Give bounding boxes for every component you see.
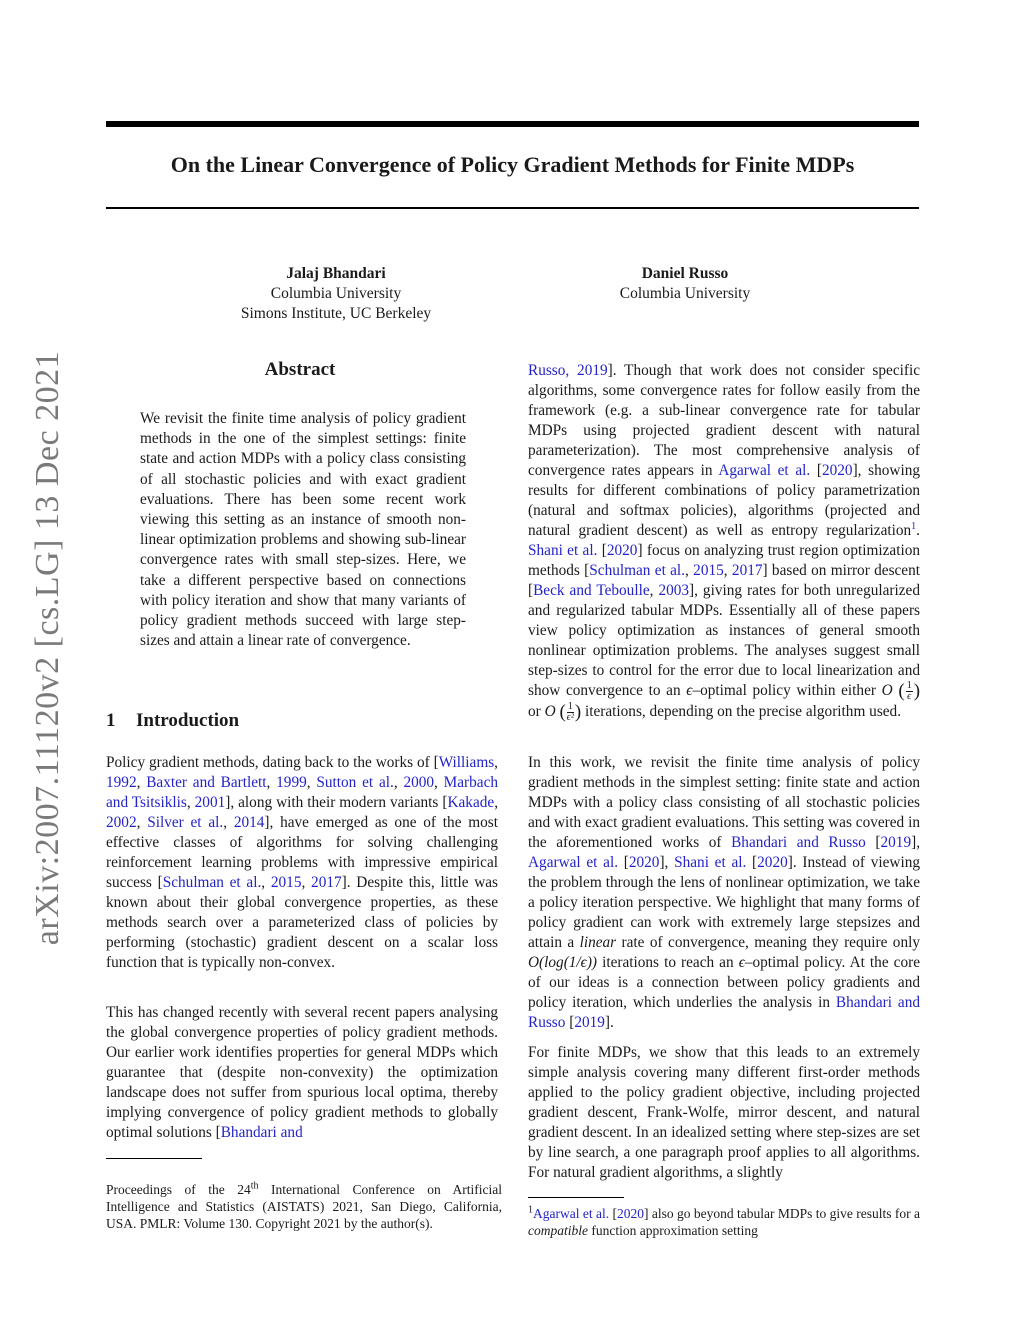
citation-link[interactable]: 2020 bbox=[628, 854, 660, 871]
math-fraction: $\frac{1}{\epsilon}$ bbox=[906, 680, 912, 702]
citation-link[interactable]: 2014 bbox=[233, 814, 265, 831]
abstract-heading: Abstract bbox=[264, 359, 336, 380]
abstract-text: We revisit the finite time analysis of policy gradient methods in the one of the simplest settings: finite state and action MDPs with a policy class consisting of all stochastic policies and with exact gradient evaluations. There has been some recent work viewing this setting as an instance of smooth non-linear optimization problems and showing sub-linear convergence rates with small step-sizes. Here, we take a different perspective based on connections with policy iteration and show that many variants of policy gradient methods succeed with large step-sizes and attain a linear rate of convergence. bbox=[140, 410, 466, 650]
footnote-rule bbox=[106, 1158, 202, 1159]
footnote-number: 1 bbox=[528, 1204, 533, 1216]
section-number: 1 bbox=[106, 710, 116, 731]
citation-link[interactable]: 2019 bbox=[574, 1014, 605, 1031]
citation-link[interactable]: 2000 bbox=[403, 774, 435, 791]
right-paragraph-1: Russo, 2019]. Though that work does not consider specific algorithms, some convergence rates for follow easily from the framework (e.g. a sub-linear convergence rate for tabular MDPs using projected gradient descent with natural parameterization). The most comprehensive analysis of convergence rates appears in Agarwal et al. [2020], showing results for different combinations of policy parametrization (natural and softmax policies), algorithms (projected and natural gradient descent) as well as entropy regularization$^1$. Shani et al. [2020] focus on analyzing trust region optimization methods [Schulman et al., 2015, 2017] based on mirror descent [Beck and Teboulle, 2003], giving rates for both unregularized and regularized tabular MDPs. Essentially all of these papers view policy optimization as instances of general smooth nonlinear optimization problems. The analyses suggest small step-sizes to control for the error due to local linearization and show convergence to an ϵ–optimal policy within either O ( $\frac{1}{\epsilon}$ ) or O ( $\frac{1}{\text{ϵ²}}$ ) iterations, depending on the precise algorithm used. bbox=[528, 362, 921, 723]
title-bottom-rule bbox=[106, 207, 919, 209]
citation-link[interactable]: Sutton et al. bbox=[316, 774, 394, 791]
citation-link[interactable]: 2015 bbox=[270, 874, 302, 891]
proceedings-footnote: Proceedings of the 24th International Conference on Artificial Intelligence and Statistics (AISTATS) 2021, San Diego, California, USA. PMLR: Volume 130. Copyright 2021 by the author(s). bbox=[106, 1180, 502, 1231]
citation-link[interactable]: 2017 bbox=[311, 874, 342, 891]
author-name: Jalaj Bhandari bbox=[286, 265, 386, 282]
citation-link[interactable]: 2020 bbox=[617, 1206, 644, 1221]
citation-link[interactable]: 2020 bbox=[757, 854, 788, 871]
intro-paragraph-2: This has changed recently with several recent papers analysing the global convergence properties of policy gradient methods. Our earlier work identifies properties for general MDPs which guarantee that (despite non-convexity) the optimization landscape does not suffer from spurious local optima, thereby implying convergence of policy gradient methods to globally optimal solutions [Bhandari and bbox=[106, 1004, 498, 1141]
citation-link[interactable]: 1992 bbox=[106, 774, 137, 791]
title-top-rule bbox=[106, 121, 919, 127]
citation-link[interactable]: Schulman et al. bbox=[589, 562, 686, 579]
citation-link[interactable]: Shani et al. bbox=[528, 542, 598, 559]
math-big-o: O bbox=[544, 703, 556, 721]
citation-link[interactable]: 2020 bbox=[606, 542, 638, 559]
author-block-1 bbox=[186, 264, 486, 324]
citation-link[interactable]: Baxter and Bartlett bbox=[146, 774, 267, 791]
citation-link[interactable]: Marbach and Tsitsiklis bbox=[106, 774, 499, 811]
citation-link[interactable]: 2003 bbox=[658, 582, 690, 599]
emphasis: linear bbox=[579, 934, 617, 951]
math-big-o: O bbox=[881, 682, 893, 700]
footnote-rule bbox=[528, 1197, 624, 1198]
section-heading bbox=[106, 710, 239, 732]
author-block-2 bbox=[545, 264, 825, 304]
citation-link[interactable]: 2020 bbox=[821, 462, 853, 479]
citation-link[interactable]: 2015 bbox=[693, 562, 724, 579]
emphasis: compatible bbox=[528, 1223, 588, 1238]
citation-link[interactable]: Russo, 2019 bbox=[528, 362, 608, 379]
citation-link[interactable]: Silver et al. bbox=[147, 814, 224, 831]
author-affiliation: Columbia University bbox=[270, 285, 402, 302]
citation-link[interactable]: Shani et al. bbox=[674, 854, 747, 871]
right-paragraph-2: In this work, we revisit the finite time analysis of policy gradient methods in the simplest setting: finite state and action MDPs with a policy class consisting of all stochastic policies and with exact gradient evaluations. This setting was covered in the aforementioned works of Bhandari and Russo [2019], Agarwal et al. [2020], Shani et al. [2020]. Instead of viewing the problem through the lens of nonlinear optimization, we take a policy iteration perspective. We highlight that many forms of policy gradient can work with extremely large stepsizes and attain a linear rate of convergence, meaning they require only O(log(1/ϵ)) iterations to reach an ϵ–optimal policy. At the core of our ideas is a connection between policy gradients and policy iteration, which underlies the analysis in Bhandari and Russo [2019]. bbox=[528, 754, 921, 1031]
citation-link[interactable]: 2001 bbox=[194, 794, 226, 811]
citation-link[interactable]: Agarwal et al. bbox=[533, 1206, 610, 1221]
author-affiliation: Simons Institute, UC Berkeley bbox=[240, 305, 432, 322]
citation-link[interactable]: Schulman et al. bbox=[162, 874, 262, 891]
citation-link[interactable]: Williams bbox=[438, 754, 495, 771]
author-affiliation: Columbia University bbox=[619, 285, 751, 302]
citation-link[interactable]: 2019 bbox=[880, 834, 912, 851]
right-paragraph-3: For finite MDPs, we show that this leads to an extremely simple analysis covering many different first-order methods applied to the policy gradient objective, including projected gradient descent, Frank-Wolfe, mirror descent, and natural gradient descent. In an idealized setting where step-sizes are set by line search, a one paragraph proof applies to all algorithms. For natural gradient algorithms, a slightly bbox=[528, 1044, 920, 1181]
citation-link[interactable]: Agarwal et al. bbox=[528, 854, 619, 871]
math-fraction: $\frac{1}{\text{ϵ²}}$ bbox=[566, 701, 574, 723]
citation-link[interactable]: Beck and Teboulle bbox=[533, 582, 650, 599]
author-name: Daniel Russo bbox=[641, 265, 729, 282]
footnote-mark[interactable]: 1 bbox=[911, 520, 917, 532]
citation-link[interactable]: Agarwal et al. bbox=[718, 462, 811, 479]
citation-link[interactable]: Kakade bbox=[447, 794, 495, 811]
citation-link[interactable]: 1999 bbox=[276, 774, 307, 791]
intro-paragraph-1: Policy gradient methods, dating back to the works of [Williams, 1992, Baxter and Bartlett, 1999, Sutton et al., 2000, Marbach and Tsitsiklis, 2001], along with their modern variants [Kakade, 2002, Silver et al., 2014], have emerged as one of the most effective classes of algorithms for solving challenging reinforcement learning problems with impressive empirical success [Schulman et al., 2015, 2017]. Despite this, little was known about their global convergence properties, as these methods search over a parameterized class of policies by performing (stochastic) gradient descent on a scalar loss function that is typically non-convex. bbox=[106, 754, 499, 971]
citation-link[interactable]: 2017 bbox=[731, 562, 763, 579]
citation-link[interactable]: 2002 bbox=[106, 814, 137, 831]
citation-link[interactable]: Bhandari and bbox=[220, 1124, 303, 1141]
citation-link[interactable]: Bhandari and Russo bbox=[731, 834, 866, 851]
math-expression: O(log(1/ϵ)) bbox=[528, 954, 598, 971]
footnote-1: $^1$Agarwal et al. [2020] also go beyond tabular MDPs to give results for a compatible function approximation setting bbox=[528, 1204, 921, 1238]
arxiv-side-label: arXiv:2007.11120v2 [cs.LG] 13 Dec 2021 bbox=[29, 350, 66, 946]
section-title: Introduction bbox=[136, 710, 240, 731]
citation-link[interactable]: Bhandari and Russo bbox=[528, 994, 920, 1031]
paper-title: On the Linear Convergence of Policy Gradient Methods for Finite MDPs bbox=[170, 152, 855, 177]
